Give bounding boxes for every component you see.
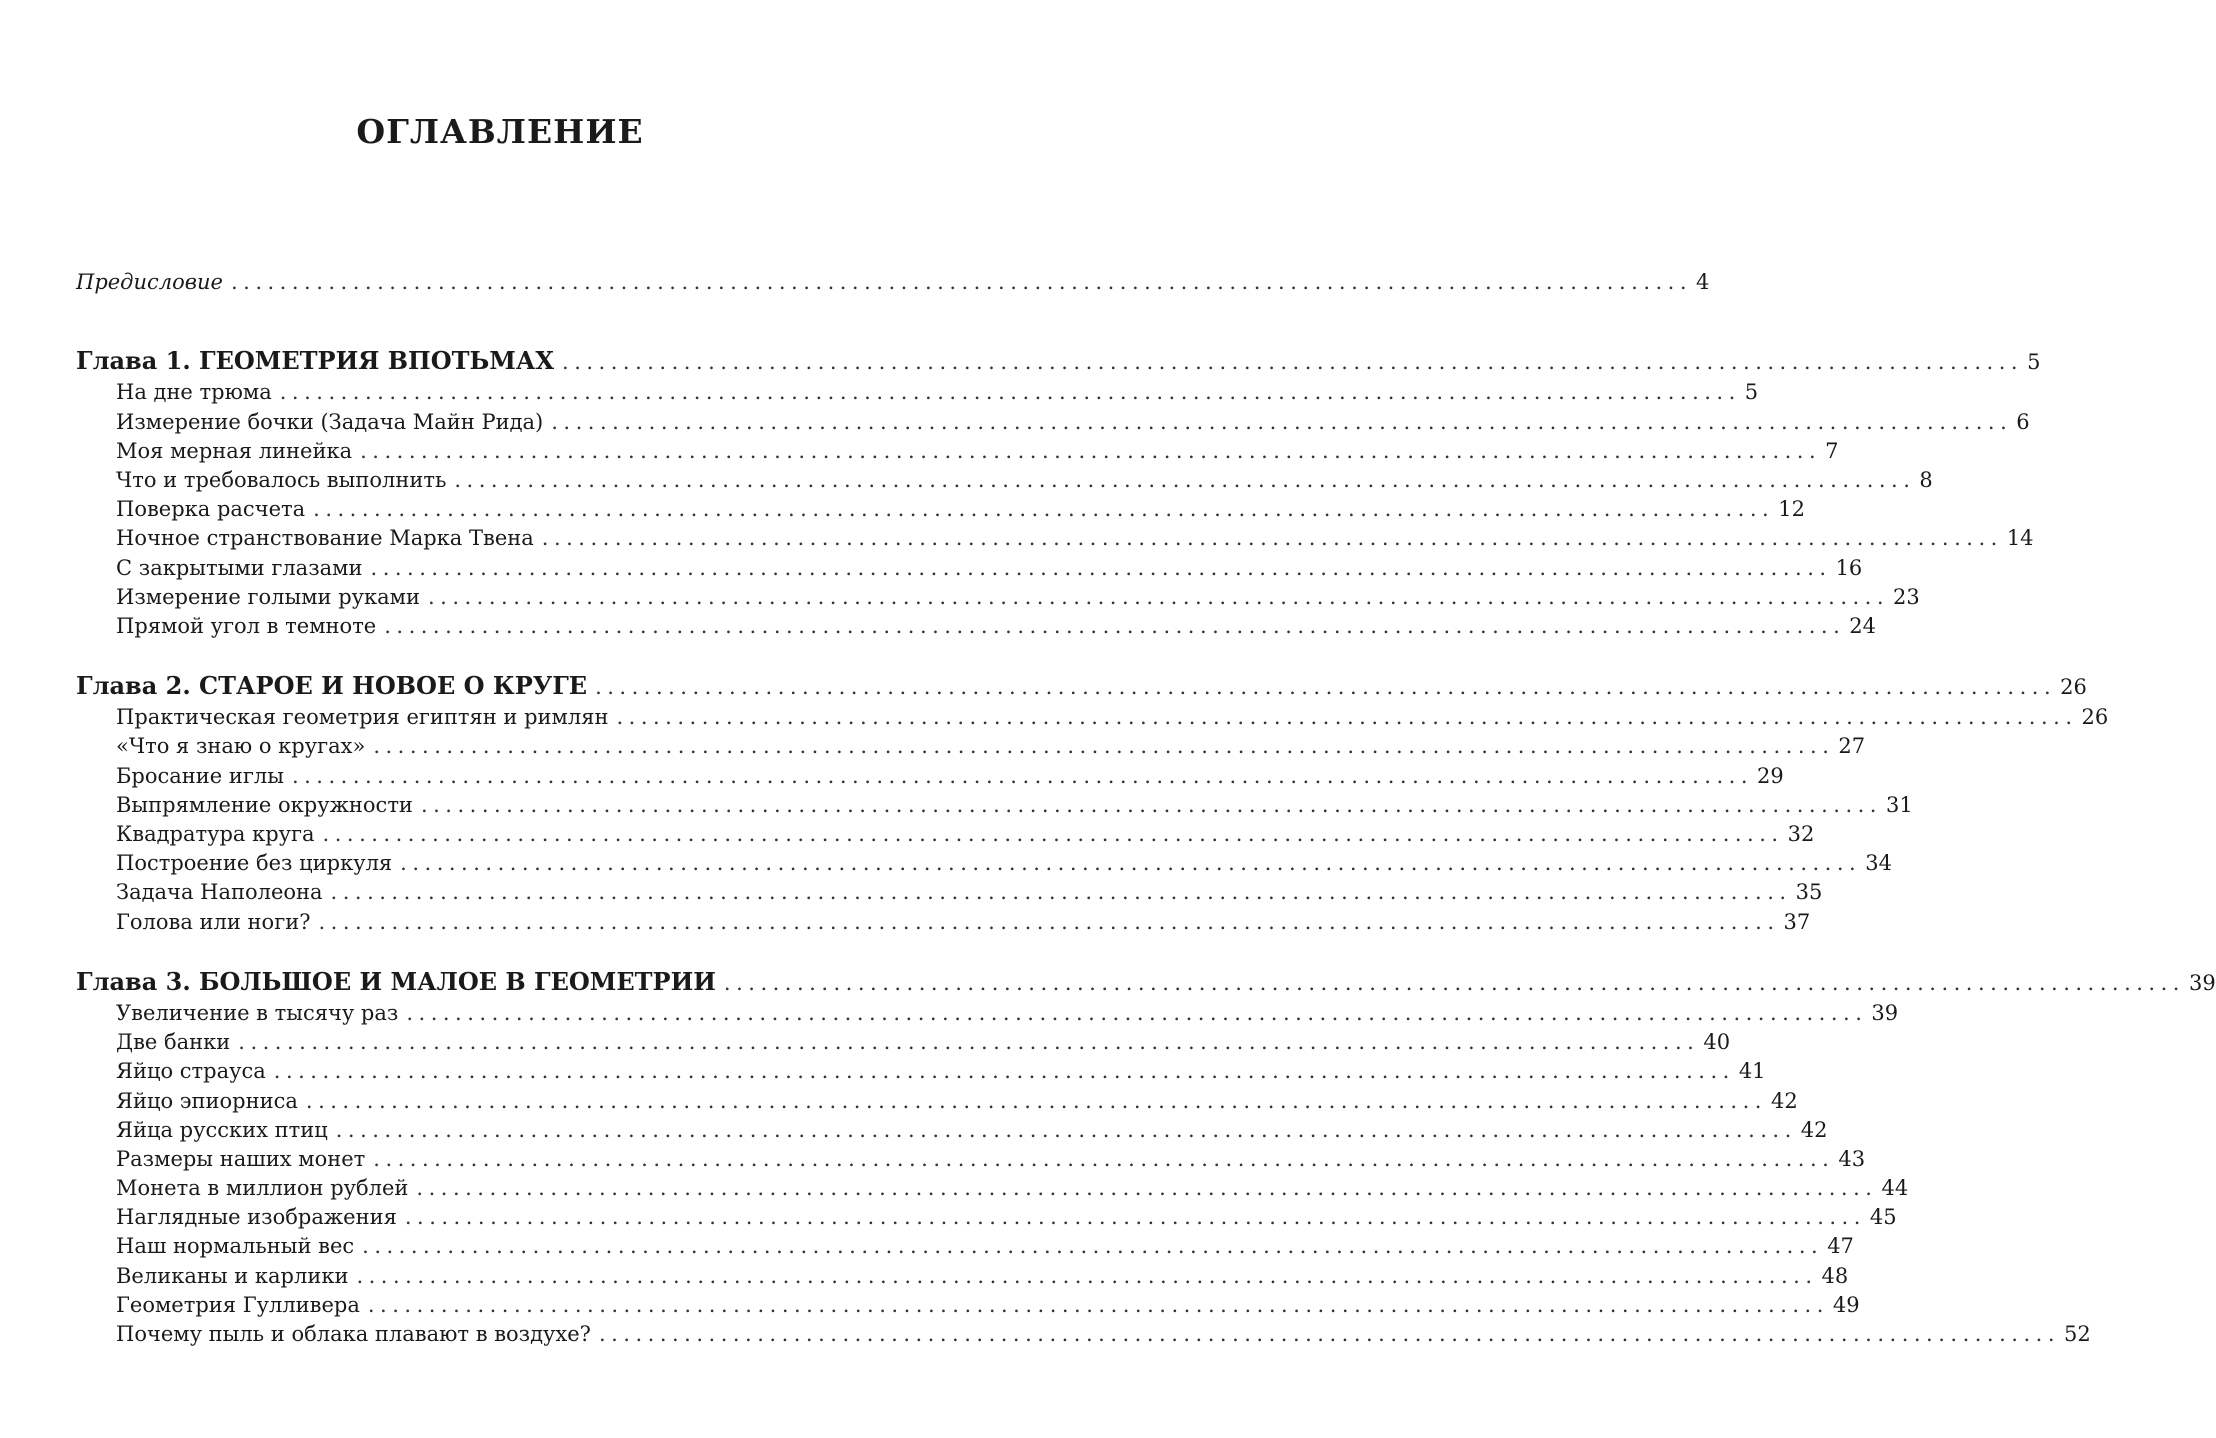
leader-dots: ........................................................................................................................ bbox=[370, 555, 1832, 580]
toc-entry-label: Предисловие bbox=[76, 270, 223, 294]
toc-entry-page: 34 bbox=[1865, 851, 1892, 876]
toc-entry-page: 42 bbox=[1770, 1088, 1798, 1113]
toc-section[interactable] bbox=[76, 583, 1920, 612]
toc-section[interactable] bbox=[76, 1174, 1909, 1203]
page-title: ОГЛАВЛЕНИЕ bbox=[356, 112, 644, 151]
toc-section[interactable] bbox=[76, 437, 1839, 466]
toc-entry-label: «Что я знаю о кругах» bbox=[116, 734, 366, 759]
toc-entry-label: Яйцо эпиорниса bbox=[116, 1088, 298, 1113]
toc-section[interactable] bbox=[76, 1116, 1828, 1145]
toc-entry-page: 4 bbox=[1696, 270, 1710, 294]
toc-entry-label: Построение без циркуля bbox=[116, 851, 393, 876]
toc-entry-label: Яйца русских птиц bbox=[116, 1117, 328, 1142]
toc-entry-page: 23 bbox=[1893, 584, 1920, 609]
toc-entry-page: 43 bbox=[1838, 1146, 1866, 1171]
leader-dots: ........................................................................................................................ bbox=[595, 675, 2057, 700]
toc-entry-page: 48 bbox=[1821, 1263, 1849, 1288]
leader-dots: ........................................................................................................................ bbox=[318, 909, 1780, 934]
toc-section[interactable] bbox=[76, 466, 1933, 495]
leader-dots: ........................................................................................................................ bbox=[360, 438, 1822, 463]
toc-entry-page: 32 bbox=[1787, 822, 1815, 846]
toc-entry-page: 7 bbox=[1825, 438, 1839, 463]
toc-entry-preface[interactable] bbox=[76, 268, 1710, 297]
leader-dots: ........................................................................................................................ bbox=[373, 734, 1835, 759]
leader-dots: ........................................................................................................................ bbox=[404, 1205, 1866, 1230]
toc-entry-label: Увеличение в тысячу раз bbox=[116, 1000, 399, 1025]
toc-entry-page: 49 bbox=[1832, 1292, 1860, 1317]
toc-section[interactable] bbox=[76, 999, 1899, 1028]
toc-entry-label: Ночное странствование Марка Твена bbox=[116, 526, 534, 551]
toc-entry-page: 24 bbox=[1849, 613, 1877, 638]
toc-entry-label: Глава 1. ГЕОМЕТРИЯ ВПОТЬМАХ bbox=[76, 346, 555, 376]
toc-entry-label: Глава 2. СТАРОЕ И НОВОЕ О КРУГЕ bbox=[76, 671, 588, 701]
toc-section[interactable] bbox=[76, 878, 1823, 907]
toc-section[interactable] bbox=[76, 762, 1784, 791]
toc-entry-page: 39 bbox=[2188, 970, 2216, 995]
toc-entry-page: 52 bbox=[2064, 1322, 2091, 1346]
leader-dots: ........................................................................................................................ bbox=[373, 1146, 1835, 1171]
toc-entry-page: 16 bbox=[1835, 555, 1863, 580]
toc-section[interactable] bbox=[76, 1291, 1860, 1320]
toc-entry-label: Поверка расчета bbox=[116, 497, 306, 522]
toc-section[interactable] bbox=[76, 408, 2030, 437]
toc-entry-page: 6 bbox=[2016, 409, 2030, 434]
toc-entry-page: 8 bbox=[1919, 467, 1933, 492]
toc-entry-page: 35 bbox=[1795, 880, 1823, 905]
leader-dots: ........................................................................................................................ bbox=[313, 497, 1775, 522]
toc-entry-page: 27 bbox=[1838, 734, 1866, 759]
toc-entry-label: Монета в миллион рублей bbox=[116, 1176, 409, 1201]
toc-section[interactable] bbox=[76, 820, 1815, 849]
toc-entry-page: 47 bbox=[1827, 1234, 1854, 1259]
toc-section[interactable] bbox=[76, 1320, 2091, 1349]
toc-section[interactable] bbox=[76, 908, 1811, 937]
toc-entry-page: 42 bbox=[1800, 1117, 1828, 1142]
toc-entry-page: 26 bbox=[2081, 705, 2109, 730]
leader-dots: ........................................................................................................................ bbox=[400, 851, 1862, 876]
toc-entry-page: 40 bbox=[1703, 1030, 1731, 1055]
toc-chapter[interactable] bbox=[76, 966, 2216, 996]
toc-section[interactable] bbox=[76, 1203, 1897, 1232]
leader-dots: ........................................................................................................................ bbox=[562, 350, 2024, 375]
toc-entry-page: 29 bbox=[1757, 763, 1784, 788]
toc-entry-label: Голова или ноги? bbox=[116, 909, 311, 934]
leader-dots: ........................................................................................................................ bbox=[362, 1234, 1824, 1259]
toc-section[interactable] bbox=[76, 1057, 1766, 1086]
leader-dots: ........................................................................................................................ bbox=[723, 970, 2185, 995]
toc-entry-label: Прямой угол в темноте bbox=[116, 613, 377, 638]
leader-dots: ........................................................................................................................ bbox=[238, 1030, 1700, 1055]
leader-dots: ........................................................................................................................ bbox=[551, 409, 2013, 434]
toc-entry-label: Квадратура круга bbox=[116, 822, 315, 846]
toc-entry-page: 31 bbox=[1885, 792, 1913, 817]
toc-entry-page: 45 bbox=[1869, 1205, 1897, 1230]
toc-entry-page: 44 bbox=[1881, 1176, 1909, 1201]
toc-entry-label: Измерение бочки (Задача Майн Рида) bbox=[116, 409, 544, 434]
leader-dots: ........................................................................................................................ bbox=[273, 1059, 1735, 1084]
toc-chapter[interactable] bbox=[76, 671, 2087, 701]
toc-entry-label: Две банки bbox=[116, 1030, 231, 1055]
toc-entry-label: Что и требовалось выполнить bbox=[116, 467, 447, 492]
leader-dots: ........................................................................................................................ bbox=[598, 1322, 2060, 1346]
toc-entry-label: Выпрямление окружности bbox=[116, 792, 413, 817]
toc-section[interactable] bbox=[76, 791, 1913, 820]
leader-dots: ........................................................................................................................ bbox=[335, 1117, 1797, 1142]
toc-section[interactable] bbox=[76, 1028, 1731, 1057]
toc-entry-label: Практическая геометрия египтян и римлян bbox=[116, 705, 609, 730]
toc-section[interactable] bbox=[76, 1087, 1798, 1116]
toc-entry-label: Наглядные изображения bbox=[116, 1205, 397, 1230]
toc-entry-page: 14 bbox=[2006, 526, 2034, 551]
toc-section[interactable] bbox=[76, 1145, 1866, 1174]
leader-dots: ........................................................................................................................ bbox=[541, 526, 2003, 551]
toc-entry-label: Измерение голыми руками bbox=[116, 584, 420, 609]
toc-entry-page: 5 bbox=[2027, 350, 2041, 375]
leader-dots: ........................................................................................................................ bbox=[454, 467, 1916, 492]
leader-dots: ........................................................................................................................ bbox=[305, 1088, 1767, 1113]
toc-entry-label: Глава 3. БОЛЬШОЕ И МАЛОЕ В ГЕОМЕТРИИ bbox=[76, 966, 716, 996]
toc-section[interactable] bbox=[76, 524, 2034, 553]
toc-entry-label: Бросание иглы bbox=[116, 763, 284, 788]
toc-entry-page: 5 bbox=[1744, 380, 1759, 405]
leader-dots: ........................................................................................................................ bbox=[291, 763, 1753, 788]
toc-entry-page: 39 bbox=[1871, 1000, 1899, 1025]
toc-section[interactable] bbox=[76, 849, 1892, 878]
toc-chapter[interactable] bbox=[76, 346, 2041, 376]
toc-entry-page: 26 bbox=[2060, 675, 2087, 700]
leader-dots: ........................................................................................................................ bbox=[416, 1176, 1878, 1201]
toc-entry-label: На дне трюма bbox=[116, 380, 272, 405]
leader-dots: ........................................................................................................................ bbox=[420, 792, 1882, 817]
toc-entry-label: С закрытыми глазами bbox=[116, 555, 363, 580]
toc-entry-label: Великаны и карлики bbox=[116, 1263, 349, 1288]
toc-entry-label: Моя мерная линейка bbox=[116, 438, 353, 463]
toc-section[interactable] bbox=[76, 732, 1866, 761]
toc-entry-page: 12 bbox=[1778, 497, 1805, 522]
toc-entry-label: Почему пыль и облака плавают в воздухе? bbox=[116, 1322, 591, 1346]
toc-entry-label: Яйцо страуса bbox=[116, 1059, 266, 1084]
toc-entry-label: Геометрия Гулливера bbox=[116, 1292, 360, 1317]
toc-section[interactable] bbox=[76, 1232, 1854, 1261]
leader-dots: ........................................................................................................................ bbox=[322, 822, 1784, 846]
toc-entry-label: Задача Наполеона bbox=[116, 880, 323, 905]
table-of-contents bbox=[76, 268, 2216, 1349]
toc-section[interactable] bbox=[76, 1262, 1849, 1291]
leader-dots: ........................................................................................................................ bbox=[356, 1263, 1818, 1288]
leader-dots: ........................................................................................................................ bbox=[330, 880, 1792, 905]
leader-dots: ........................................................................................................................ bbox=[384, 613, 1846, 638]
toc-entry-page: 41 bbox=[1738, 1059, 1766, 1084]
toc-section[interactable] bbox=[76, 703, 2109, 732]
toc-entry-page: 37 bbox=[1783, 909, 1811, 934]
leader-dots: ........................................................................................................................ bbox=[616, 705, 2078, 730]
toc-section[interactable] bbox=[76, 612, 1877, 641]
leader-dots: ........................................................................................................................ bbox=[230, 270, 1693, 294]
leader-dots: ........................................................................................................................ bbox=[279, 380, 1741, 405]
toc-section[interactable] bbox=[76, 554, 1863, 583]
toc-entry-label: Размеры наших монет bbox=[116, 1146, 366, 1171]
toc-section[interactable] bbox=[76, 495, 1805, 524]
leader-dots: ........................................................................................................................ bbox=[427, 584, 1890, 609]
leader-dots: ........................................................................................................................ bbox=[406, 1000, 1868, 1025]
toc-section[interactable] bbox=[76, 378, 1759, 407]
toc-entry-label: Наш нормальный вес bbox=[116, 1234, 355, 1259]
leader-dots: ........................................................................................................................ bbox=[367, 1292, 1829, 1317]
